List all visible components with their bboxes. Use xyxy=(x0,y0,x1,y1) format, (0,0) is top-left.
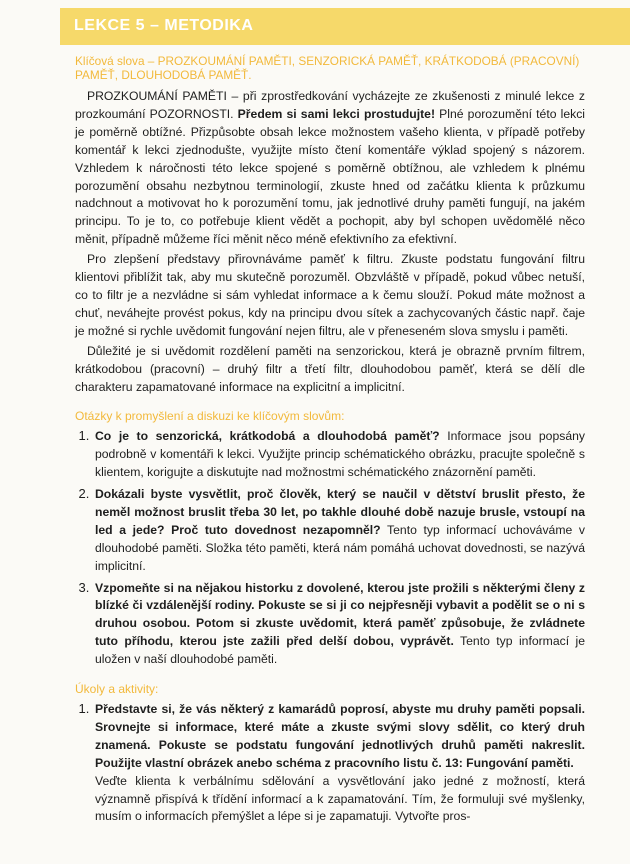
task-item-1 xyxy=(93,700,585,826)
question-item-2 xyxy=(93,485,585,576)
questions-heading: Otázky k promyšlení a diskuzi ke klíčovým slovům: xyxy=(75,409,345,424)
questions-list xyxy=(75,427,585,669)
article-body xyxy=(75,54,585,829)
question-1-text: Informace jsou popsány podrobně v komentáři k lekci. Využijte princip schématického obrázku, pracujte společně s klientem, korigujte a diskutujte nad možnostmi schématického znázornění paměti. xyxy=(95,429,585,480)
lesson-title: LEKCE 5 – METODIKA xyxy=(74,17,254,34)
question-3-text: Tento typ informací je uložen v naší dlouhodobé paměti. xyxy=(95,634,585,667)
intro-paragraph-2: Pro zlepšení představy přirovnáváme paměť k filtru. Zkuste podstatu fungování filtru klientovi přiblížit tak, aby mu skutečně porozuměl. Obzvláště v případě, pokud vůbec netuší, co to filtr je a nezvládne si sám vyhledat informace a k čemu slouží. Pokud máte možnost a chuť, neváhejte provést pokus, kdy na principu dvou sítek a zachycovaných částic např. čaje je možné si rychle uvědomit fungování nejen filtru, ale v přeneseném slova smyslu i paměti. xyxy=(75,252,585,338)
keywords-text: PROZKOUMÁNÍ PAMĚTI, SENZORICKÁ PAMĚŤ, KRÁTKODOBÁ (PRACOVNÍ) PAMĚŤ, DLOUHODOBÁ PAMĚŤ. xyxy=(75,54,580,82)
intro-p1-bold: Předem si sami lekci prostudujte! xyxy=(237,106,436,121)
keywords-line xyxy=(75,54,585,82)
tasks-list xyxy=(75,700,585,826)
question-2-bold: Dokázali byste vysvětlit, proč člověk, který se naučil v dětství bruslit přesto, že neměl možnost bruslit třeba 30 let, po takhle dlouhé době nazuje brusle, vstoupí na led a jede? Proč tuto dovednost nezapomněl? xyxy=(95,487,585,537)
lesson-header-banner xyxy=(60,8,630,45)
intro-p1-b: Plné porozumění této lekci je poměrně obtížné. Přizpůsobte obsah lekce možnostem vašeho klienta, v případě potřeby komentář k lekci zjednodušte, využijte místo čtení komentáře výklad spojený s názorem. Vzhledem k náročnosti této lekce spojené s poměrně obtížnou, ale vzhledem k plnému porozumění obsahu nezbytnou terminologií, zkuste hned od začátku klienta k průzkumu nadchnout a motivovat ho k porozumění tomu, jak jednotlivé druhy paměti fungují, na jakém principu. To je to, co potřebuje klient vědět a pochopit, aby byl schopen uvědomělé něco měnit, případně můžeme říci měnit něco méně efektivního za efektivní. xyxy=(75,106,585,247)
intro-p1-a: PROZKOUMÁNÍ PAMĚTI – při zprostředkování vycházejte ze zkušenosti z minulé lekce z prozkoumání POZORNOSTI. xyxy=(75,89,585,121)
intro-paragraph-1 xyxy=(75,88,585,249)
tasks-heading: Úkoly a aktivity: xyxy=(75,682,159,697)
task-1-text: Veďte klienta k verbálnímu sdělování a vysvětlování jako jedné z možností, která významně přispívá k třídění informací a k zapamatování. Tím, že formuluji své myšlenky, musím o informacích přemýšlet a lépe si je zapamatuji. Vytvořte pros- xyxy=(95,773,585,824)
task-1-bold: Představte si, že vás některý z kamarádů poprosí, abyste mu druhy paměti popsali. Srovnejte si informace, které máte a zkuste svými slovy sdělit, co který druh znamená. Pokuste se podstatu fungování jednotlivých druhů paměti nakreslit. Použijte vlastní obrázek anebo schéma z pracovního listu č. 13: Fungování paměti. xyxy=(95,702,585,770)
intro-paragraph-3: Důležité je si uvědomit rozdělení paměti na senzorickou, která je obrazně prvním filtrem, krátkodobou (pracovní) – druhý filtr a třetí filtr, dlouhodobou paměť, která se dělí dle charakteru zapamatované informace na explicitní a implicitní. xyxy=(75,343,585,394)
keywords-label: Klíčová slova – xyxy=(75,54,155,68)
question-item-1 xyxy=(93,427,585,482)
question-1-bold: Co je to senzorická, krátkodobá a dlouhodobá paměť? xyxy=(95,429,440,444)
question-3-bold: Vzpomeňte si na nějakou historku z dovolené, kterou jste prožili s některými členy z blízké či vzdálenější rodiny. Pokuste se si ji co nejpřesněji vybavit a podělit se o ni s druhou osobou. Potom si zkuste uvědomit, která paměť způsobuje, že zvládnete tuto příhodu, kterou jste zažili před delší dobou, vyprávět. xyxy=(95,580,585,649)
question-item-3 xyxy=(93,579,585,670)
question-2-text: Tento typ informací uchováváme v dlouhodobé paměti. Složka této paměti, která nám pomáhá uchovat dovednosti, se nazývá implicitní. xyxy=(95,522,585,573)
